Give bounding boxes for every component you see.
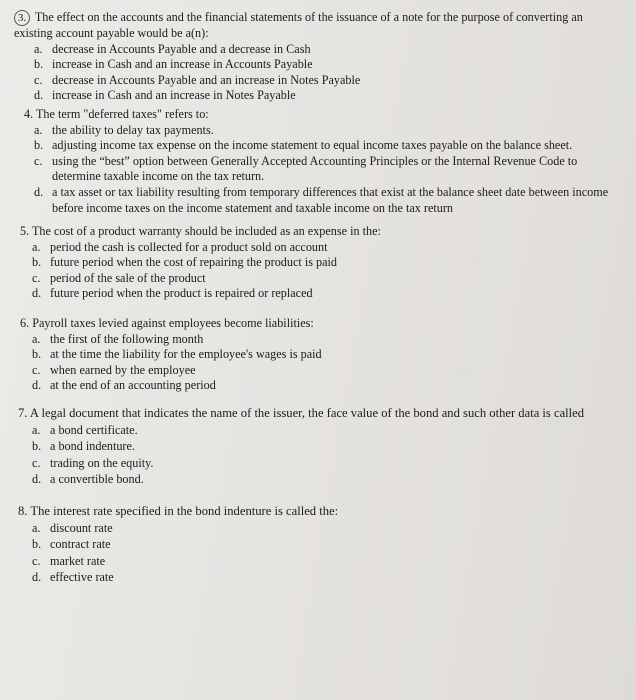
option-b: b. increase in Cash and an increase in Accounts Payable — [34, 57, 313, 72]
question-number: 5. — [20, 224, 30, 238]
option-a: a. period the cash is collected for a product sold on account — [32, 239, 328, 254]
option-c: c. trading on the equity. — [32, 455, 154, 470]
option-b: b. a bond indenture. — [32, 439, 135, 454]
question-6 — [20, 316, 620, 394]
question-stem: The interest rate specified in the bond indenture is called the: — [30, 504, 339, 518]
question-number: 4. — [24, 107, 34, 121]
option-b: b. adjusting income tax expense on the income statement to equal income taxes payable on the balance sheet. — [34, 138, 573, 153]
option-b: b. future period when the cost of repairing the product is paid — [32, 255, 337, 270]
option-a: a. decrease in Accounts Payable and a decrease in Cash — [34, 41, 311, 56]
option-list — [28, 240, 620, 302]
question-5 — [20, 224, 620, 302]
option-d: d. increase in Cash and an increase in Notes Payable — [34, 88, 296, 103]
option-d: d. a convertible bond. — [32, 472, 144, 487]
question-number: 7. — [18, 406, 28, 420]
question-4 — [24, 107, 624, 216]
option-list — [30, 42, 619, 104]
option-a: a. a bond certificate. — [32, 422, 138, 437]
option-d: d. a tax asset or tax liability resulting from temporary differences that exist at the balance sheet date between income before income taxes on the income statement and taxable income on the tax return — [34, 184, 609, 215]
question-8 — [18, 504, 618, 586]
option-b: b. at the time the liability for the employee's wages is paid — [32, 347, 322, 362]
question-stem: Payroll taxes levied against employees become liabilities: — [32, 316, 314, 330]
exam-page: . . . . . . . . . . . . . . . . . . . . . . . . . . . . . . . . . . . . . . . . 3. The effect on the accounts and the financial statements of the issuance of a note for the purpose of converting an existing account payable would be a(n): a. decrease in Accounts Payable and a decrease in Cash b. increase in Cash and an increase in Accounts Payable c. decrease in Accounts Payable and an increase in Notes Payable d. increase in Cash and an increase in Notes Payable 4. The term "deferred taxes" refers to: a. the ability to delay tax payments. b. adjusting income tax expense on the income statement to equal income taxes payable on the balance sheet. c. using the “best” option between Generally Accepted Accounting Principles or the Internal Revenue Code to determine taxable income on the tax return. d. a tax asset or tax liability resulting from temporary differences that exist at the balance sheet date between income before income taxes on the income statement and taxable income on the tax return 5. The cost of a product warranty should be included as an expense in the: a. period the cash is collected for a product sold on account b. future period when the cost of repairing the product is paid c. period of the sale of the product d. future period when the product is repaired or replaced 6. Payroll taxes levied against employees become liabilities: a. the first of the following month b. at the time the liability for the employee's wages is paid c. when earned by the employee d. at the end of an accounting period 7. A legal document that indicates the name of the issuer, the face value of the bond and such other data is called a. a bond certificate. b. a bond indenture. c. trading on the equity. d. a convertible bond. 8. The interest rate specified in the bond indenture is called the: a. discount rate b. contract rate c. market rate d. effective rate — [0, 0, 636, 700]
option-c: c. period of the sale of the product — [32, 270, 206, 285]
question-number: 6. — [20, 316, 30, 330]
question-number: 3. — [14, 10, 30, 26]
option-list — [28, 332, 620, 394]
option-a: a. the first of the following month — [32, 331, 204, 346]
question-stem: The cost of a product warranty should be included as an expense in the: — [31, 224, 381, 238]
option-a: a. discount rate — [32, 520, 113, 535]
question-stem: The term "deferred taxes" refers to: — [35, 107, 209, 121]
option-c: c. decrease in Accounts Payable and an increase in Notes Payable — [34, 72, 361, 87]
option-list — [30, 123, 624, 217]
option-c: c. market rate — [32, 553, 106, 568]
option-d: d. future period when the product is repaired or replaced — [32, 286, 313, 301]
question-number: 8. — [18, 504, 28, 518]
option-c: c. when earned by the employee — [32, 362, 196, 377]
question-7 — [18, 406, 633, 488]
option-list — [28, 422, 633, 488]
question-3 — [14, 10, 619, 104]
question-stem: The effect on the accounts and the financial statements of the issuance of a note for the purpose of converting an existing account payable would be a(n): — [14, 10, 583, 40]
option-c: c. using the “best” option between Generally Accepted Accounting Principles or the Internal Revenue Code to determine taxable income on the tax return. — [34, 153, 578, 184]
option-b: b. contract rate — [32, 537, 111, 552]
option-d: d. effective rate — [32, 570, 114, 585]
option-d: d. at the end of an accounting period — [32, 378, 216, 393]
option-a: a. the ability to delay tax payments. — [34, 122, 214, 137]
question-stem: A legal document that indicates the name of the issuer, the face value of the bond and such other data is called — [29, 406, 585, 420]
option-list — [28, 520, 618, 586]
